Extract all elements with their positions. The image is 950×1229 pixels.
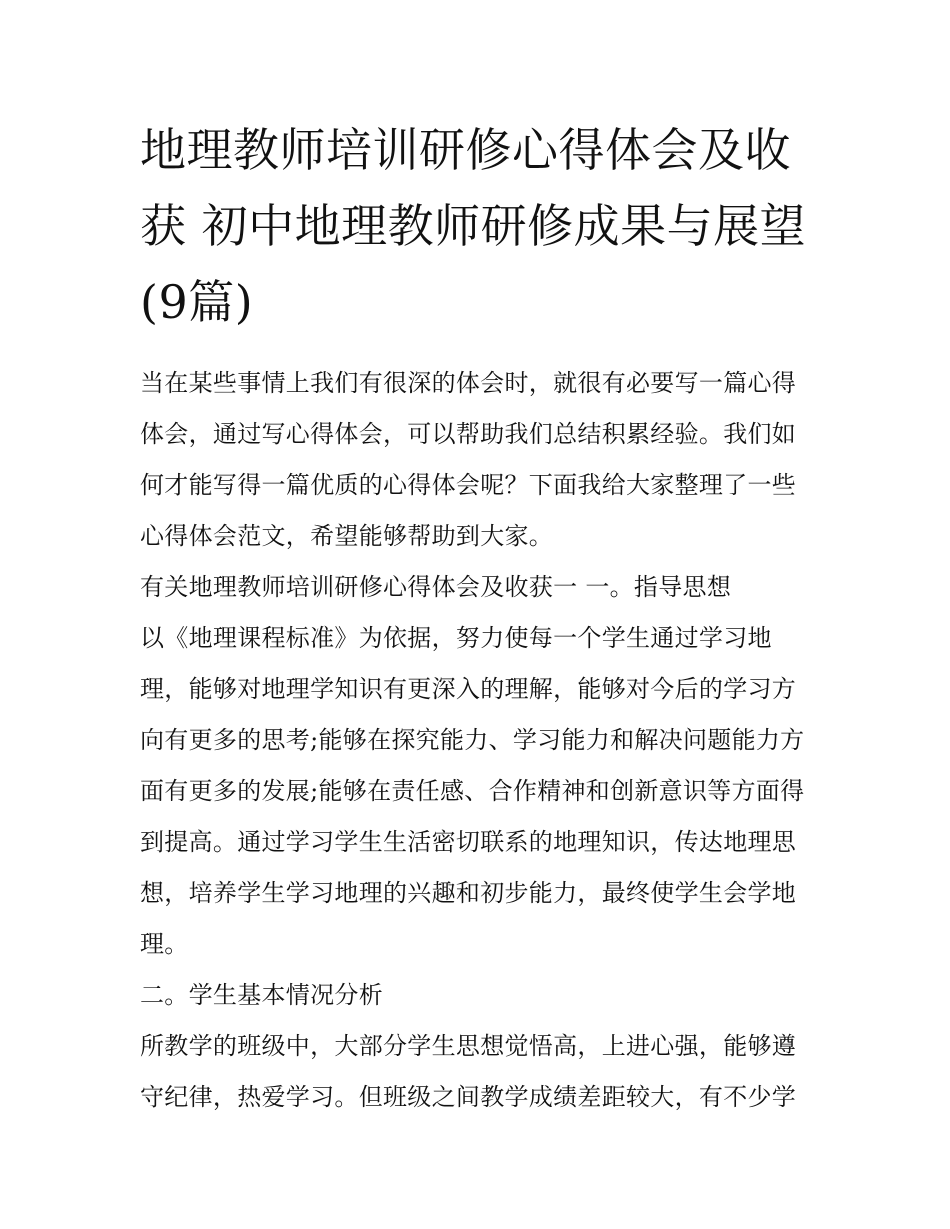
section-heading-student-analysis: 二。学生基本情况分析 [140, 981, 383, 1009]
guiding-thought-paragraph: 以《地理课程标准》为依据，努力使每一个学生通过学习地理，能够对地理学知识有更深入的理解，能够对今后的学习方向有更多的思考;能够在探究能力、学习能力和解决问题能力方面有更多的发展;能够在责任感、合作精神和创新意识等方面得到提高。通过学习学生生活密切联系的地理知识，传达地理思想，培养学生学习地理的兴趣和初步能力，最终使学生会学地理。 [140, 624, 805, 958]
intro-paragraph: 当在某些事情上我们有很深的体会时，就很有必要写一篇心得体会，通过写心得体会，可以帮助我们总结积累经验。我们如何才能写得一篇优质的心得体会呢？下面我给大家整理了一些心得体会范文，希望能够帮助到大家。 [140, 369, 797, 550]
document-page [140, 112, 812, 1123]
document-title: 地理教师培训研修心得体会及收获 初中地理教师研修成果与展望(9篇) [140, 123, 807, 329]
student-analysis-paragraph: 所教学的班级中，大部分学生思想觉悟高，上进心强，能够遵守纪律，热爱学习。但班级之间教学成绩差距较大，有不少学 [140, 1032, 797, 1111]
section-heading-guiding-thought: 有关地理教师培训研修心得体会及收获一 一。指导思想 [140, 573, 732, 601]
